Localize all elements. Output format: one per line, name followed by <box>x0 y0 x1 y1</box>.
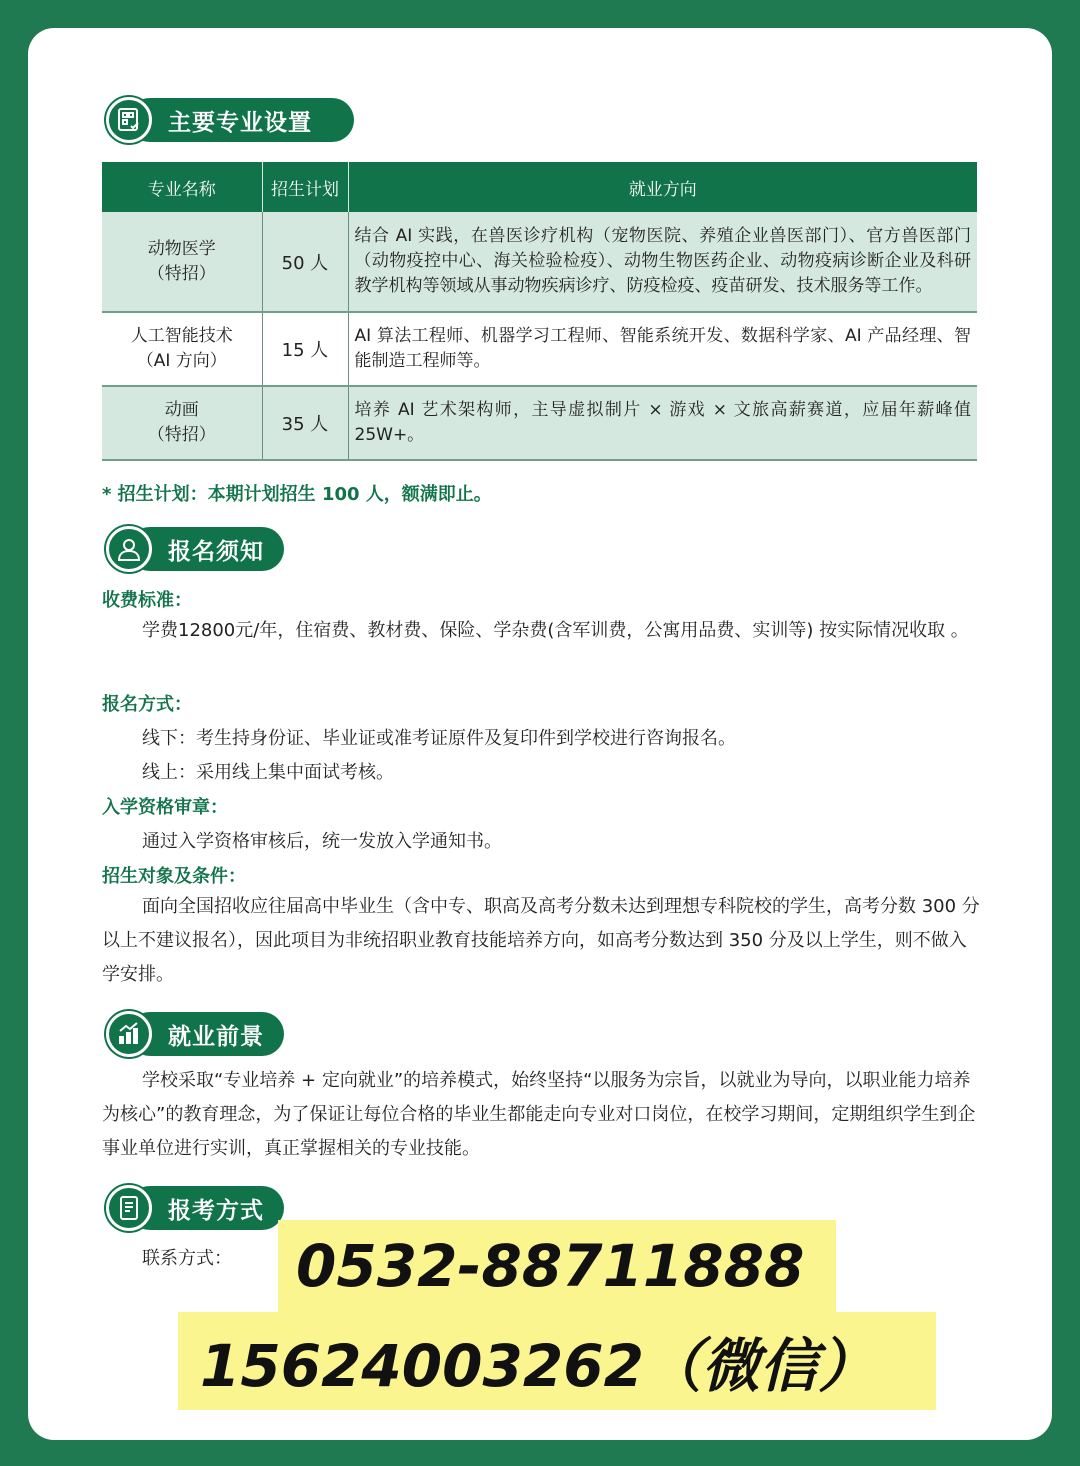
target-label: 招生对象及条件： <box>102 866 246 887</box>
section-title: 报考方式 <box>168 1197 264 1224</box>
person-icon <box>106 526 152 572</box>
document-icon <box>106 1185 152 1231</box>
online-text: 线上：采用线上集中面试考核。 <box>142 762 394 783</box>
section-header-apply <box>106 1186 264 1230</box>
section-title: 报名须知 <box>168 538 264 565</box>
table-row <box>102 312 977 386</box>
offline-text: 线下：考生持身份证、毕业证或准考证原件及复印件到学校进行咨询报名。 <box>142 728 736 749</box>
grid-check-icon <box>106 97 152 143</box>
column-header: 专业名称 <box>102 162 262 212</box>
review-text: 通过入学资格审核后，统一发放入学通知书。 <box>142 831 502 852</box>
column-header: 招生计划 <box>262 162 348 212</box>
contact-label: 联系方式： <box>142 1248 232 1269</box>
major-name-cell: 人工智能技术 （AI 方向） <box>102 312 262 386</box>
column-header: 就业方向 <box>348 162 977 212</box>
enrollment-note: * 招生计划：本期计划招生 100 人，额满即止。 <box>102 484 492 505</box>
table-row <box>102 212 977 312</box>
plan-cell: 15 人 <box>262 312 348 386</box>
plan-cell: 50 人 <box>262 212 348 312</box>
phone-number-2-text: 15624003262（微信） <box>200 1332 876 1400</box>
method-label: 报名方式： <box>102 694 192 715</box>
fee-label: 收费标准： <box>102 590 192 611</box>
table-header-row <box>102 162 977 212</box>
majors-table <box>102 162 977 461</box>
section-header-signup <box>106 527 264 571</box>
section-title: 就业前景 <box>168 1023 264 1050</box>
section-title: 主要专业设置 <box>168 109 312 136</box>
phone-number-1-text: 0532-88711888 <box>296 1232 805 1300</box>
section-header-employment <box>106 1012 264 1056</box>
direction-cell: 结合 AI 实践，在兽医诊疗机构（宠物医院、养殖企业兽医部门）、官方兽医部门（动物疫控中心、海关检验检疫）、动物生物医药企业、动物疫病诊断企业及科研教学机构等领域从事动物疾病诊疗、防疫检疫、疫苗研发、技术服务等工作。 <box>348 212 977 312</box>
phone-number-1[interactable] <box>278 1220 836 1312</box>
section-header-majors <box>106 98 312 142</box>
target-text: 面向全国招收应往届高中毕业生（含中专、职高及高考分数未达到理想专科院校的学生，高考分数 300 分以上不建议报名），因此项目为非统招职业教育技能培养方向，如高考分数达到 350 分及以上学生，则不做入学安排。 <box>102 896 980 985</box>
growth-chart-icon <box>106 1011 152 1057</box>
direction-cell: AI 算法工程师、机器学习工程师、智能系统开发、数据科学家、AI 产品经理、智能制造工程师等。 <box>348 312 977 386</box>
major-name-cell: 动物医学 （特招） <box>102 212 262 312</box>
direction-cell: 培养 AI 艺术架构师，主导虚拟制片 × 游戏 × 文旅高薪赛道，应届年薪峰值 25W+。 <box>348 386 977 460</box>
fee-text: 学费12800元/年，住宿费、教材费、保险、学杂费(含军训费，公寓用品费、实训等) 按实际情况收取 。 <box>142 620 969 641</box>
plan-cell: 35 人 <box>262 386 348 460</box>
table-row <box>102 386 977 460</box>
phone-number-2[interactable] <box>178 1312 936 1410</box>
review-label: 入学资格审章： <box>102 797 228 818</box>
major-name-cell: 动画 （特招） <box>102 386 262 460</box>
employment-text: 学校采取“专业培养 + 定向就业”的培养模式，始终坚持“以服务为宗旨，以就业为导向，以职业能力培养为核心”的教育理念，为了保证让每位合格的毕业生都能走向专业对口岗位，在校学习期间，定期组织学生到企事业单位进行实训，真正掌握相关的专业技能。 <box>102 1070 976 1159</box>
